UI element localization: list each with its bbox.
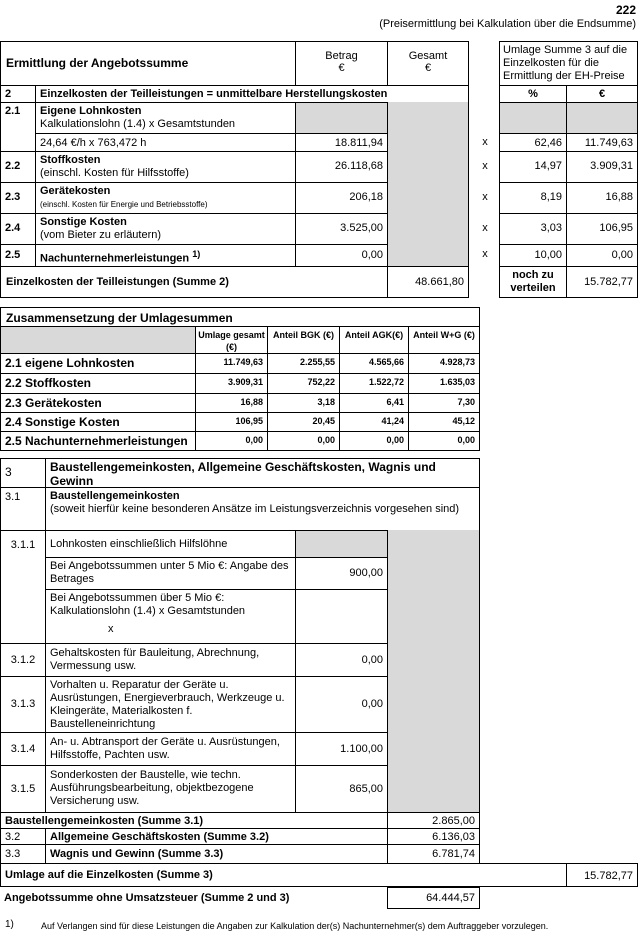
umlage-table-title: Zusammensetzung der Umlagesummen	[0, 307, 480, 327]
row-3-1-4-number: 3.1.4	[0, 732, 46, 766]
section-title: Ermittlung der Angebotssumme	[0, 41, 296, 86]
umlage-row-value: 1.522,72	[339, 373, 409, 394]
row-3-3-label: Wagnis und Gewinn (Summe 3.3)	[45, 844, 388, 864]
umlage-summe-3-value: 15.782,77	[566, 863, 638, 887]
row-2-3-sub: (einschl. Kosten für Energie und Betriebsstoffe)	[40, 200, 208, 209]
row-2-3-label	[35, 182, 296, 214]
row-3-2-value: 6.136,03	[387, 828, 480, 845]
col-betrag-label: Betrag	[325, 50, 358, 62]
gesamt-shaded-column	[387, 102, 469, 267]
umlage-row-value: 0,00	[339, 431, 409, 451]
col-betrag-currency: €	[338, 62, 345, 74]
umlage-row-value: 2.255,55	[267, 353, 340, 374]
row-3-1-4-value: 1.100,00	[295, 732, 388, 766]
row-2-5-eur: 0,00	[566, 244, 638, 267]
row-3-1-5-number: 3.1.5	[0, 765, 46, 813]
row-2-1-pct: 62,46	[499, 133, 567, 152]
noch-zu-verteilen-value: 15.782,77	[566, 266, 638, 298]
umlage-header-blank	[0, 326, 196, 354]
umlage-row-value: 16,88	[195, 393, 268, 413]
row-2-2-title: Stoffkosten	[40, 154, 101, 166]
umlage-row-value: 6,41	[339, 393, 409, 413]
row-3-1-5-value: 865,00	[295, 765, 388, 813]
row-2-1-eur-shaded	[566, 102, 638, 134]
row-3-3-value: 6.781,74	[387, 844, 480, 864]
row-2-3-number: 2.3	[0, 182, 36, 214]
umlage-row-value: 752,22	[267, 373, 340, 394]
umlage-row-value: 0,00	[195, 431, 268, 451]
row-2-5-betrag: 0,00	[295, 244, 388, 267]
row-2-2-number: 2.2	[0, 151, 36, 183]
row-3-1-2-number: 3.1.2	[0, 643, 46, 677]
row-2-4-label	[35, 213, 296, 245]
row-2-5-number: 2.5	[0, 244, 36, 267]
col-betrag-header	[295, 41, 388, 86]
row-3-1-2-value: 0,00	[295, 643, 388, 677]
row-2-1-pct-shaded	[499, 102, 567, 134]
row-3-1-4-label: An- u. Abtransport der Geräte u. Ausrüstungen, Hilfsstoffe, Pachten usw.	[45, 732, 296, 766]
row-3-2-label: Allgemeine Geschäftskosten (Summe 3.2)	[45, 828, 388, 845]
euro-header: €	[566, 85, 638, 103]
row-2-5-pct: 10,00	[499, 244, 567, 267]
row-2-1-label	[35, 102, 296, 134]
row-2-5-x: x	[482, 248, 488, 260]
row-2-3-eur: 16,88	[566, 182, 638, 214]
row-2-2-pct: 14,97	[499, 151, 567, 183]
umlage-col-bgk: Anteil BGK (€)	[267, 326, 340, 354]
umlage-row-value: 11.749,63	[195, 353, 268, 374]
row-2-1-calc: 24,64 €/h x 763,472 h	[35, 133, 296, 152]
row-3-3-number: 3.3	[0, 844, 46, 864]
row-3-1-1-number: 3.1.1	[0, 530, 46, 644]
umlage-col-wg: Anteil W+G (€)	[408, 326, 480, 354]
row-2-4-betrag: 3.525,00	[295, 213, 388, 245]
row-3-1-1-shaded	[295, 530, 388, 558]
row-2-5-label	[35, 244, 296, 267]
umlage-row-value: 20,45	[267, 412, 340, 432]
umlage-row-value: 4.928,73	[408, 353, 480, 374]
row-2-4-number: 2.4	[0, 213, 36, 245]
umlage-row-value: 3.909,31	[195, 373, 268, 394]
umlage-col-gesamt: Umlage gesamt (€)	[195, 326, 268, 354]
row-3-1-1-label: Lohnkosten einschließlich Hilfslöhne	[45, 530, 296, 558]
umlage-row-value: 4.565,66	[339, 353, 409, 374]
col-gesamt-header	[387, 41, 469, 86]
section-2-number: 2	[0, 85, 36, 103]
summe-3-1-label: Baustellengemeinkosten (Summe 3.1)	[0, 812, 388, 829]
row-2-1-betrag-shaded	[295, 102, 388, 134]
summe-3-1-value: 2.865,00	[387, 812, 480, 829]
row-2-2-label	[35, 151, 296, 183]
row-3-1-3-value: 0,00	[295, 676, 388, 733]
noch-zu-verteilen-label: noch zu verteilen	[499, 266, 567, 298]
row-2-1-eur: 11.749,63	[566, 133, 638, 152]
row-2-2-x: x	[482, 160, 488, 172]
page-number: 222	[615, 3, 636, 17]
row-3-2-number: 3.2	[0, 828, 46, 845]
row-3-1-3-number: 3.1.3	[0, 676, 46, 733]
umlage-row-label: 2.3 Gerätekosten	[0, 393, 196, 413]
row-2-3-betrag: 206,18	[295, 182, 388, 214]
row-2-1-x: x	[482, 136, 488, 148]
section-3-1-number: 3.1	[0, 487, 46, 531]
row-2-4-eur: 106,95	[566, 213, 638, 245]
row-3-1-2-label: Gehaltskosten für Bauleitung, Abrechnung, Vermessung usw.	[45, 643, 296, 677]
section-3-1-title: Baustellengemeinkosten	[50, 490, 180, 502]
umlage-summe-3-label: Umlage auf die Einzelkosten (Summe 3)	[0, 863, 567, 887]
row-2-4-pct: 3,03	[499, 213, 567, 245]
footnote-mark: 1)	[5, 919, 14, 930]
umlage-row-label: 2.4 Sonstige Kosten	[0, 412, 196, 432]
section-3-1-block	[45, 487, 480, 531]
umlage-row-label: 2.1 eigene Lohnkosten	[0, 353, 196, 374]
row-2-1-betrag: 18.811,94	[295, 133, 388, 152]
umlage-row-value: 3,18	[267, 393, 340, 413]
section-3-title: Baustellengemeinkosten, Allgemeine Geschäftskosten, Wagnis und Gewinn	[45, 458, 480, 488]
row-2-4-x: x	[482, 222, 488, 234]
summe-2-label: Einzelkosten der Teilleistungen (Summe 2)	[0, 266, 388, 298]
summe-2-value: 48.661,80	[387, 266, 469, 298]
row-3-1-1-a-value: 900,00	[295, 557, 388, 590]
section-3-number: 3	[0, 458, 46, 488]
row-2-1-number: 2.1	[0, 102, 36, 152]
umlage-row-label: 2.2 Stoffkosten	[0, 373, 196, 394]
row-3-1-5-label: Sonderkosten der Baustelle, wie techn. Ausführungsbearbeitung, objektbezogene Versicherung usw.	[45, 765, 296, 813]
row-2-2-betrag: 26.118,68	[295, 151, 388, 183]
umlage-col-agk: Anteil AGK(€)	[339, 326, 409, 354]
row-2-4-title: Sonstige Kosten	[40, 216, 127, 228]
section-2-title: Einzelkosten der Teilleistungen = unmittelbare Herstellungskosten	[35, 85, 469, 103]
section-3-1-note: (soweit hierfür keine besonderen Ansätze im Leistungsverzeichnis vorgesehen sind)	[50, 503, 460, 515]
section-3-gesamt-shaded	[387, 530, 480, 812]
col-gesamt-label: Gesamt	[408, 50, 448, 62]
row-2-2-eur: 3.909,31	[566, 151, 638, 183]
row-2-3-title: Gerätekosten	[40, 185, 111, 197]
umlage-row-value: 1.635,03	[408, 373, 480, 394]
row-2-5-footnote: 1)	[192, 249, 201, 259]
umlage-row-value: 41,24	[339, 412, 409, 432]
row-2-3-pct: 8,19	[499, 182, 567, 214]
col-gesamt-currency: €	[424, 62, 432, 74]
row-3-1-1-a-label: Bei Angebotssummen unter 5 Mio €: Angabe des Betrages	[45, 557, 296, 590]
page-subtitle: (Preisermittlung bei Kalkulation über die Endsumme)	[379, 18, 636, 30]
row-2-1-sub: Kalkulationslohn (1.4) x Gesamtstunden	[40, 118, 236, 130]
row-3-1-1-b-x: x	[108, 623, 114, 635]
angebotssumme-label: Angebotssumme ohne Umsatzsteuer (Summe 2 und 3)	[4, 892, 290, 904]
row-3-1-3-label: Vorhalten u. Reparatur der Geräte u. Ausrüstungen, Energieverbrauch, Werkzeuge u. Kleingeräte, Materialkosten f. Baustelleneinrichtung	[45, 676, 296, 733]
umlage-row-value: 45,12	[408, 412, 480, 432]
row-3-1-1-b-label	[45, 589, 296, 644]
row-3-1-1-b-value	[295, 589, 388, 644]
umlage-header: Umlage Summe 3 auf die Einzelkosten für die Ermittlung der EH-Preise	[499, 41, 638, 86]
umlage-row-value: 7,30	[408, 393, 480, 413]
percent-header: %	[499, 85, 567, 103]
footnote-text: Auf Verlangen sind für diese Leistungen die Angaben zur Kalkulation der(s) Nachunternehmer(s) dem Auftraggeber vorzulegen.	[41, 921, 549, 931]
umlage-row-value: 0,00	[408, 431, 480, 451]
umlage-row-label: 2.5 Nachunternehmerleistungen	[0, 431, 196, 451]
row-2-5-title: Nachunternehmerleistungen	[40, 252, 190, 265]
row-2-3-x: x	[482, 191, 488, 203]
row-2-4-sub: (vom Bieter zu erläutern)	[40, 229, 162, 241]
row-2-1-title: Eigene Lohnkosten	[40, 105, 142, 117]
umlage-row-value: 0,00	[267, 431, 340, 451]
umlage-row-value: 106,95	[195, 412, 268, 432]
row-2-2-sub: (einschl. Kosten für Hilfsstoffe)	[40, 167, 189, 179]
row-3-1-1-b-text: Bei Angebotssummen über 5 Mio €: Kalkulationslohn (1.4) x Gesamtstunden	[50, 592, 246, 617]
angebotssumme-value: 64.444,57	[387, 887, 480, 909]
